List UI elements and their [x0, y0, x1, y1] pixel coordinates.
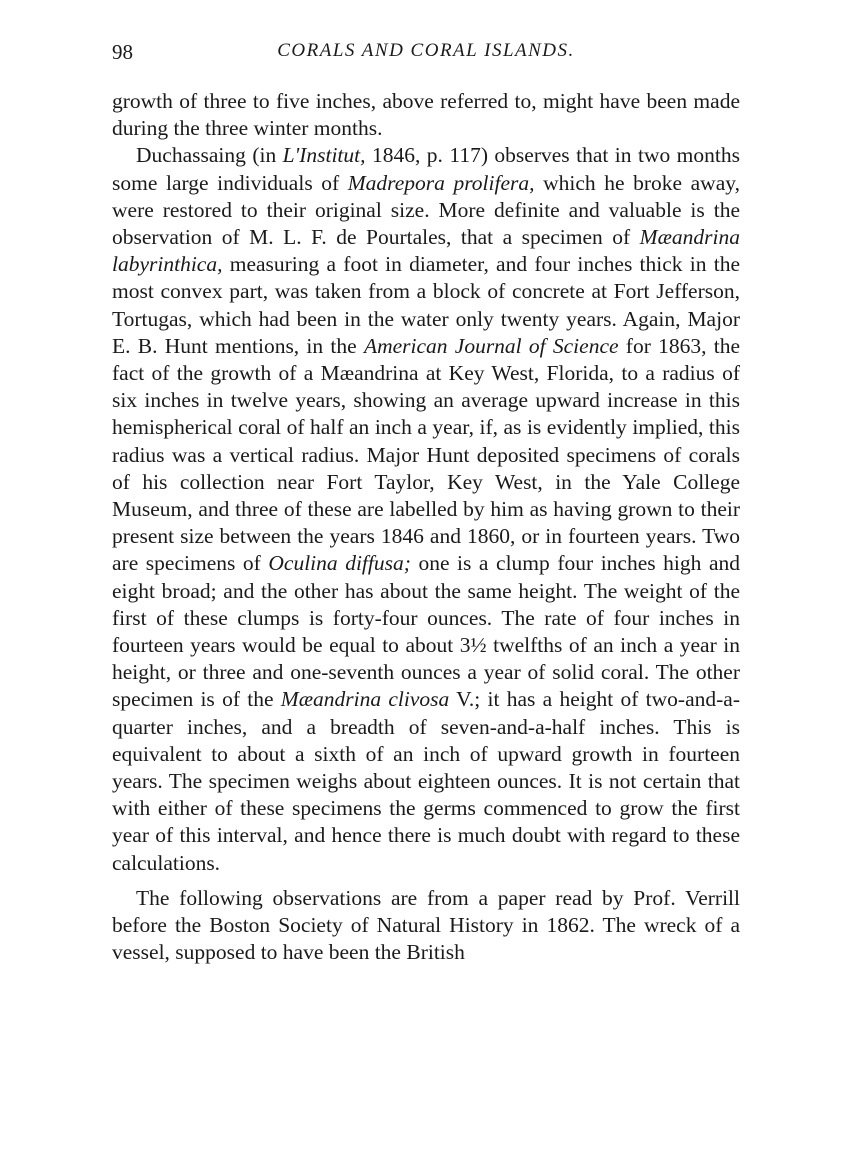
journal-title: American Journal of Science [363, 333, 619, 358]
text-segment: growth of three to five inches, above referred to, might have been made during the three winter months. [112, 89, 740, 141]
running-title: CORALS AND CORAL ISLANDS. [277, 40, 575, 61]
text-segment: The following observations are from a paper read by Prof. Verrill before the Boston Society of Natural History in 1862. The wreck of a vessel, supposed to have been the British [112, 885, 740, 965]
page-number: 98 [112, 40, 133, 64]
paragraph-verrill [112, 885, 740, 967]
species-name: Mæandrina labyrinthica, [112, 225, 740, 277]
text-segment: which he broke away, were restored to their original size. More definite and valuable is the observation of M. L. F. de Pourtales, that a specimen of [112, 170, 740, 250]
text-segment: 1846, p. 117) observes that in two months some large individuals of [112, 143, 740, 195]
page-header [112, 40, 740, 70]
text-segment: one is a clump four inches high and eight broad; and the other has about the same height. The weight of the first of these clumps is forty-four ounces. The rate of four inches in fourteen years would be equal to about 3½ twelfths of an inch a year in height, or three and one-seventh ounces a year of solid coral. The other specimen is of the [112, 551, 740, 712]
species-name: Oculina diffusa; [268, 551, 411, 576]
paragraph-duchassaing [112, 142, 740, 876]
species-name: Mæandrina clivosa [280, 687, 450, 712]
text-segment: for 1863, the fact of the growth of a Mæandrina at Key West, Florida, to a radius of six inches in twelve years, showing an average upward increase in this hemispherical coral of half an inch a year, if, as is evidently implied, this radius was a vertical radius. Major Hunt deposited specimens of corals of his collection near Fort Taylor, Key West, in the Yale College Museum, and three of these are labelled by him as having grown to their present size between the years 1846 and 1860, or in fourteen years. Two are specimens of [112, 333, 740, 576]
italic-title: L'Institut, [282, 143, 366, 168]
text-segment: V.; it has a height of two-and-a-quarter inches, and a breadth of seven-and-a-half inches. This is equivalent to about a sixth of an inch of upward growth in fourteen years. The specimen weighs about eighteen ounces. It is not certain that with either of these specimens the germs commenced to grow the first year of this interval, and hence there is much doubt with regard to these calculations. [112, 687, 740, 875]
text-segment: measuring a foot in diameter, and four inches thick in the most convex part, was taken from a block of concrete at Fort Jefferson, Tortugas, which had been in the water only twenty years. Again, Major E. B. Hunt mentions, in the [112, 252, 740, 358]
paragraph-continuation [112, 88, 740, 142]
text-segment: Duchassaing (in [136, 143, 283, 168]
species-name: Madrepora prolifera, [347, 170, 535, 195]
